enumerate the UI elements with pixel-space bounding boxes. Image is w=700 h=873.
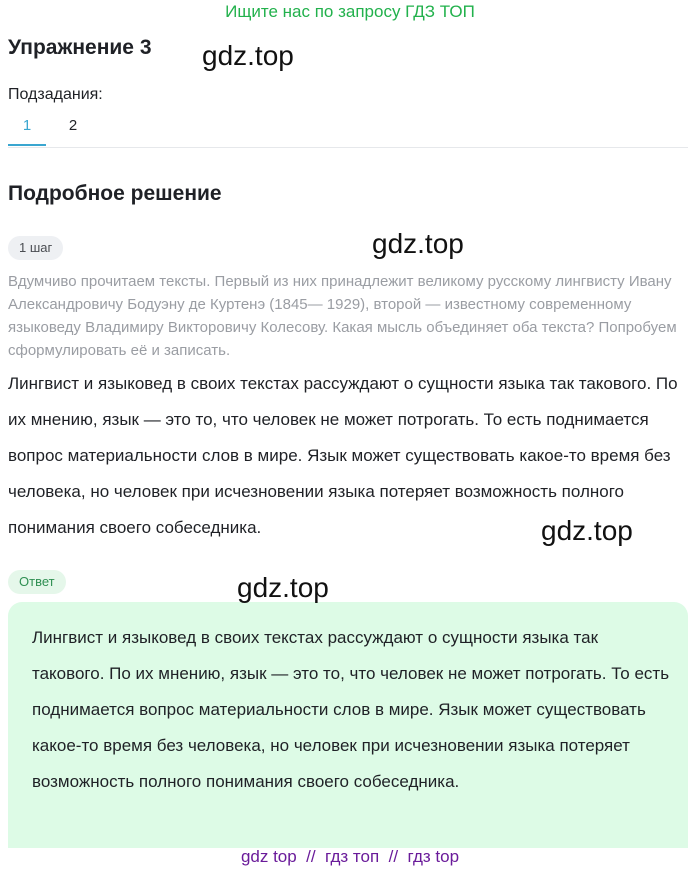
subtask-tabs — [8, 110, 688, 148]
watermark: gdz.top — [202, 40, 294, 71]
answer-text: Лингвист и языковед в своих текстах рассуждают о сущности языка так такового. По их мнению, язык — это то, что человек не может потрогать. То есть поднимается вопрос материальности слов в мире. Язык может существовать какое-то время без человека, но человек при исчезновении языка потеряет возможность полного понимания своего собеседника. — [32, 628, 670, 791]
subtask-tab-1[interactable]: 1 — [8, 110, 46, 146]
step-badge: 1 шаг — [8, 236, 63, 260]
watermark: gdz.top — [237, 572, 329, 603]
subtasks-label: Подзадания: — [8, 86, 103, 103]
step-hint-text: Вдумчиво прочитаем тексты. Первый из них принадлежит великому русскому лингвисту Ивану Александровичу Бодуэну де Куртенэ (1845— 1929), второй — известному современному языковеду Владимиру Викторовичу Колесову. Какая мысль объединяет оба текста? Попробуем сформулировать её и записать. — [8, 273, 677, 359]
watermark: gdz.top — [541, 515, 633, 546]
solution-title: Подробное решение — [8, 182, 222, 205]
exercise-title: Упражнение 3 — [8, 36, 152, 59]
top-banner: Ищите нас по запросу ГДЗ ТОП — [225, 2, 475, 21]
subtask-tab-2[interactable]: 2 — [68, 117, 78, 134]
footer-links: gdz top // гдз топ // гдз top — [240, 847, 460, 866]
solution-text: Лингвист и языковед в своих текстах рассуждают о сущности языка так такового. По их мнению, язык — это то, что человек не может потрогать. То есть поднимается вопрос материальности слов в мире. Язык может существовать какое-то время без человека, но человек при исчезновении языка потеряет возможность полного понимания своего собеседника. — [8, 374, 678, 537]
answer-badge: Ответ — [8, 570, 66, 594]
watermark: gdz.top — [372, 228, 464, 259]
answer-box — [8, 602, 688, 848]
